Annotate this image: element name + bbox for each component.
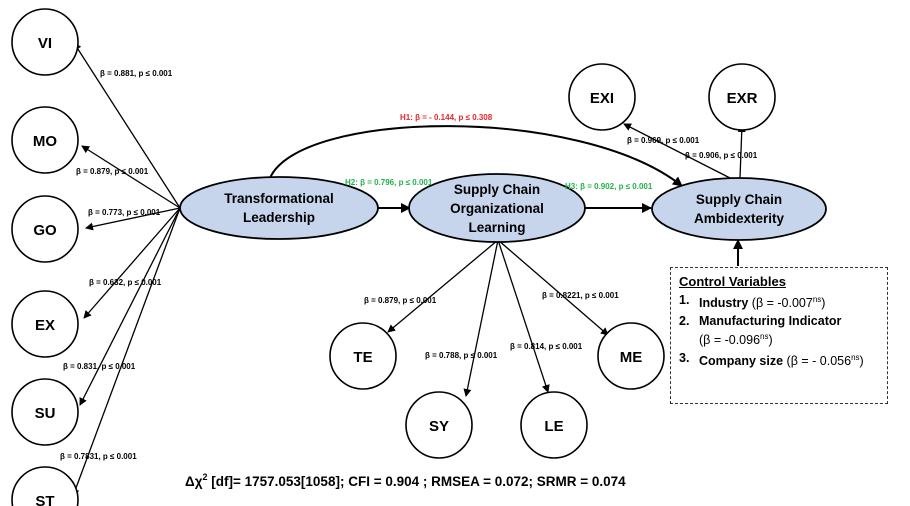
edge-tl-vi — [74, 43, 180, 208]
edge-tl-mo — [82, 146, 180, 208]
observed-me-label: ME — [619, 349, 643, 366]
fit-prefix: Δχ — [185, 474, 203, 489]
observed-su — [12, 379, 78, 445]
latent-sca-line1: Supply Chain — [695, 192, 783, 207]
control-item-close: ) — [768, 333, 773, 348]
control-item-text — [699, 313, 841, 348]
observed-mo-label: MO — [32, 133, 58, 150]
tl-indicator-edges — [73, 43, 180, 496]
observed-te-label: TE — [353, 349, 373, 366]
latent-scol-line2: Organizational — [450, 201, 544, 216]
observed-exi-label: EXI — [589, 90, 615, 107]
label-scol-me: β = 0.8221, p ≤ 0.001 — [542, 291, 619, 300]
label-sca-exr: β = 0.906, p ≤ 0.001 — [685, 151, 758, 160]
latent-scol-line3: Learning — [468, 220, 526, 235]
observed-ex-label: EX — [34, 317, 56, 334]
label-tl-mo: β = 0.879, p ≤ 0.001 — [76, 167, 149, 176]
control-variables-box — [670, 267, 888, 404]
scol-indicator-edges — [388, 240, 608, 396]
control-variables-title: Control Variables — [679, 274, 786, 289]
label-h1: H1: β = - 0.144, p ≤ 0.308 — [400, 113, 493, 122]
label-h2: H2: β = 0.796, p ≤ 0.001 — [345, 178, 433, 187]
label-tl-ex: β = 0.632, p ≤ 0.001 — [89, 278, 162, 287]
control-item-sup: ns — [760, 332, 769, 342]
fit-statistics — [185, 472, 626, 489]
observed-sy-label: SY — [428, 418, 450, 435]
fit-sup: 2 — [202, 472, 208, 482]
control-item — [679, 350, 887, 369]
control-item-number: 3. — [679, 351, 690, 366]
observed-le — [521, 392, 587, 458]
edge-scol-le — [498, 240, 548, 392]
observed-exi — [569, 64, 635, 130]
control-item-text — [699, 292, 825, 311]
control-item-number: 2. — [679, 314, 690, 329]
control-item-sup: ns — [812, 295, 822, 304]
observed-exr — [709, 64, 775, 130]
latent-tl-line2: Leadership — [242, 210, 316, 225]
latent-scol-line1: Supply Chain — [453, 182, 541, 197]
latent-sca-line2: Ambidexterity — [693, 211, 785, 226]
observed-vi-label: VI — [37, 35, 53, 52]
label-h3: H3: β = 0.902, p ≤ 0.001 — [565, 182, 653, 191]
label-tl-vi: β = 0.881, p ≤ 0.001 — [100, 69, 173, 78]
control-item — [679, 313, 887, 348]
observed-su-label: SU — [34, 405, 56, 422]
control-item-close: ) — [859, 354, 864, 369]
latent-scol — [409, 174, 585, 242]
label-scol-sy: β = 0.788, p ≤ 0.001 — [425, 351, 498, 360]
label-tl-go: β = 0.773, p ≤ 0.001 — [88, 208, 161, 217]
observed-go-label: GO — [33, 222, 57, 239]
latent-sca-shape — [652, 178, 826, 240]
control-item-value: (β = -0.007 — [748, 296, 813, 311]
observed-sy — [406, 392, 472, 458]
control-item-sup: ns — [851, 353, 860, 363]
observed-exr-label: EXR — [726, 90, 758, 107]
observed-go — [12, 196, 78, 262]
edge-scol-me — [498, 240, 608, 335]
control-item-close: ) — [821, 296, 826, 311]
edge-tl-su — [80, 208, 180, 405]
observed-le-label: LE — [544, 418, 564, 435]
observed-ex — [12, 291, 78, 357]
control-item-name: Industry — [699, 296, 749, 311]
observed-mo — [12, 107, 78, 173]
label-scol-le: β = 0.814, p ≤ 0.001 — [510, 342, 583, 351]
control-item-number: 1. — [679, 293, 690, 307]
control-item-value: (β = -0.096 — [699, 333, 761, 348]
observed-te — [330, 323, 396, 389]
observed-st-label: ST — [35, 493, 55, 506]
control-item-name: Manufacturing Indicator — [699, 314, 842, 329]
control-item-text — [699, 350, 864, 369]
label-tl-st: β = 0.7831, p ≤ 0.001 — [60, 452, 137, 461]
control-item — [679, 292, 887, 311]
control-item-value: (β = - 0.056 — [783, 354, 852, 369]
label-tl-su: β = 0.831, p ≤ 0.001 — [63, 362, 136, 371]
latent-sca — [652, 178, 826, 240]
fit-text: [df]= 1757.053[1058]; CFI = 0.904 ; RMSEA = 0.072; SRMR = 0.074 — [207, 474, 626, 489]
control-item-name: Company size — [699, 354, 784, 369]
observed-st — [12, 467, 78, 506]
label-scol-te: β = 0.879, p ≤ 0.001 — [364, 296, 437, 305]
latent-tl-line1: Transformational — [224, 191, 334, 206]
observed-vi — [12, 9, 78, 75]
label-sca-exi: β = 0.969, p ≤ 0.001 — [627, 136, 700, 145]
observed-me — [598, 323, 664, 389]
